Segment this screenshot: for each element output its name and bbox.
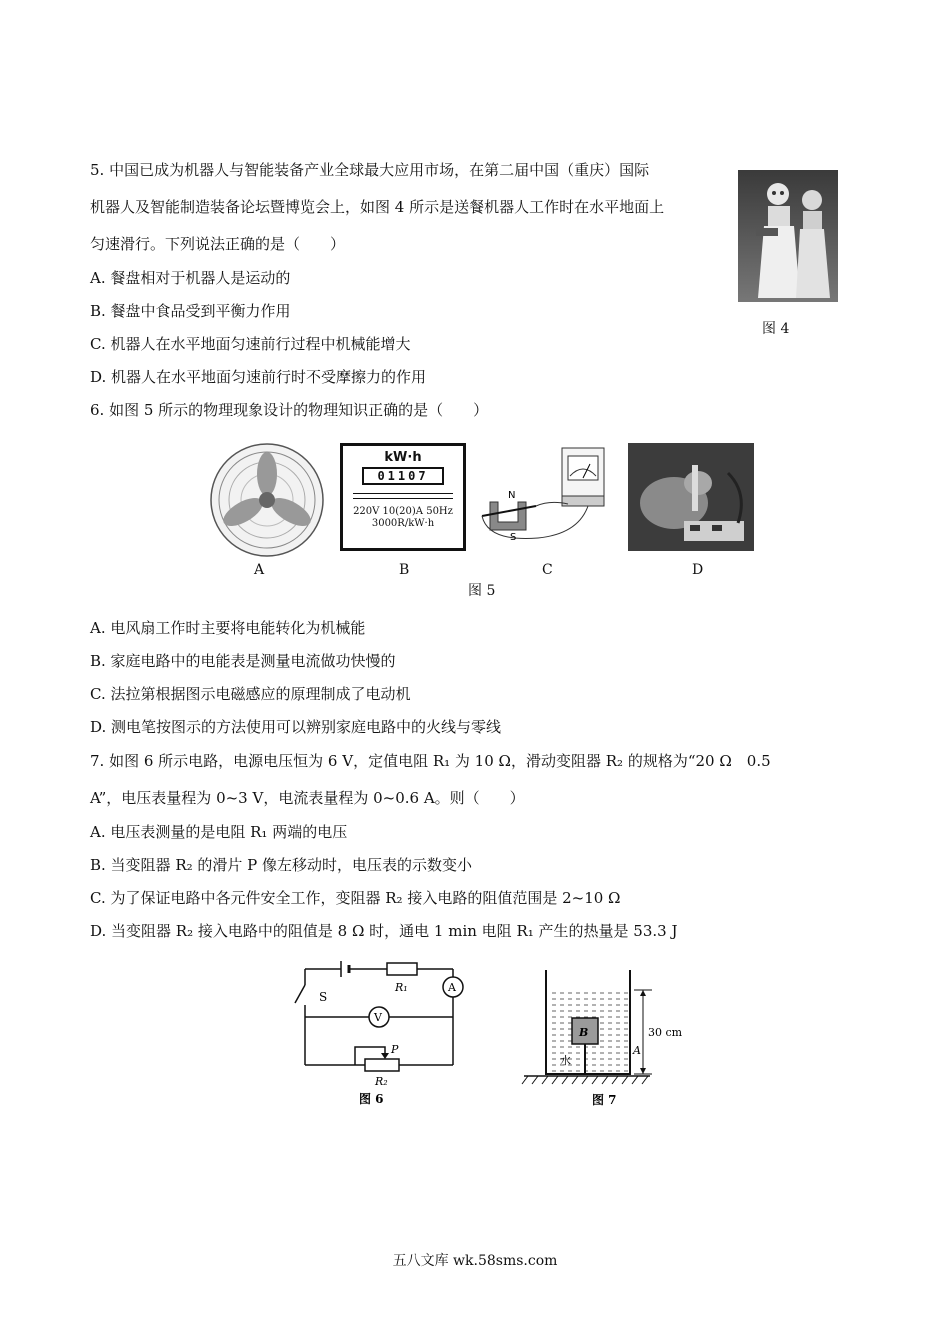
figure-5a-fan — [205, 442, 330, 560]
label-ammeter: A — [448, 981, 456, 994]
q5-option-c: C. 机器人在水平地面匀速前行过程中机械能增大 — [90, 335, 411, 353]
svg-text:N: N — [508, 490, 516, 501]
label-slider: P — [391, 1043, 399, 1056]
figure-4-robot-photo — [738, 170, 838, 302]
figure-6-circuit — [285, 955, 475, 1115]
slider-arrow — [381, 1053, 389, 1059]
q7-option-a: A. 电压表测量的是电阻 R₁ 两端的电压 — [90, 823, 348, 841]
q6-option-c: C. 法拉第根据图示电磁感应的原理制成了电动机 — [90, 685, 411, 703]
switch — [295, 985, 305, 1003]
meter-unit: kW·h — [384, 450, 422, 465]
figure-5-label-d: D — [692, 562, 704, 578]
figure-5-label-a: A — [254, 562, 265, 578]
q7-option-c: C. 为了保证电路中各元件安全工作，变阻器 R₂ 接入电路的阻值范围是 2~10 Ω — [90, 889, 621, 907]
q5-line-1: 5. 中国已成为机器人与智能装备产业全球最大应用市场，在第二届中国（重庆）国际 — [90, 161, 650, 179]
label-water: 水 — [560, 1054, 571, 1067]
figure-5d-test-pen-photo — [628, 443, 754, 551]
meter-constant: 3000R/kW·h — [371, 518, 435, 529]
figure-4-caption: 图 4 — [762, 321, 790, 337]
figure-7-caption: 图 7 — [592, 1093, 617, 1107]
svg-text:S: S — [510, 532, 517, 543]
label-point-a: A — [633, 1044, 641, 1057]
q5-option-d: D. 机器人在水平地面匀速前行时不受摩擦力的作用 — [90, 368, 427, 386]
figure-5c-induction-apparatus — [478, 442, 610, 550]
meter-rating: 220V 10(20)A 50Hz — [353, 506, 453, 517]
figure-5-label-b: B — [399, 562, 410, 578]
meter-reading: 01107 — [362, 467, 444, 485]
figure-6-caption: 图 6 — [359, 1092, 384, 1106]
page-footer: 五八文库 wk.58sms.com — [392, 1253, 558, 1269]
figure-7-container — [520, 960, 690, 1112]
figure-5b-energy-meter — [340, 443, 466, 551]
resistor-r1 — [387, 963, 417, 975]
meter-disc-window — [353, 493, 453, 499]
label-voltmeter: V — [374, 1011, 382, 1024]
q7-line-1: 7. 如图 6 所示电路，电源电压恒为 6 V，定值电阻 R₁ 为 10 Ω，滑动变阻器 R₂ 的规格为“20 Ω 0.5 — [90, 752, 771, 770]
q7-line-2: A”，电压表量程为 0~3 V，电流表量程为 0~0.6 A。则（ ） — [90, 789, 525, 807]
q6-option-a: A. 电风扇工作时主要将电能转化为机械能 — [90, 619, 366, 637]
label-block: B — [579, 1026, 589, 1039]
q7-option-d: D. 当变阻器 R₂ 接入电路中的阻值是 8 Ω 时，通电 1 min 电阻 R₁ 产生的热量是 53.3 J — [90, 922, 678, 940]
q6-option-d: D. 测电笔按图示的方法使用可以辨别家庭电路中的火线与零线 — [90, 718, 502, 736]
q7-option-b: B. 当变阻器 R₂ 的滑片 P 像左移动时，电压表的示数变小 — [90, 856, 473, 874]
figure-5-caption: 图 5 — [468, 583, 496, 599]
figure-5-label-c: C — [542, 562, 553, 578]
label-height: 30 cm — [648, 1026, 683, 1039]
q5-option-b: B. 餐盘中食品受到平衡力作用 — [90, 302, 291, 320]
rheostat-r2 — [365, 1059, 399, 1071]
q5-option-a: A. 餐盘相对于机器人是运动的 — [90, 269, 291, 287]
label-r2: R₂ — [375, 1075, 388, 1088]
q5-line-2: 机器人及智能制造装备论坛暨博览会上，如图 4 所示是送餐机器人工作时在水平地面上 — [90, 198, 665, 216]
label-switch: S — [319, 990, 328, 1004]
q6-stem: 6. 如图 5 所示的物理现象设计的物理知识正确的是（ ） — [90, 401, 489, 419]
q5-line-3: 匀速滑行。下列说法正确的是（ ） — [90, 235, 346, 253]
q6-option-b: B. 家庭电路中的电能表是测量电流做功快慢的 — [90, 652, 396, 670]
label-r1: R₁ — [395, 981, 408, 994]
